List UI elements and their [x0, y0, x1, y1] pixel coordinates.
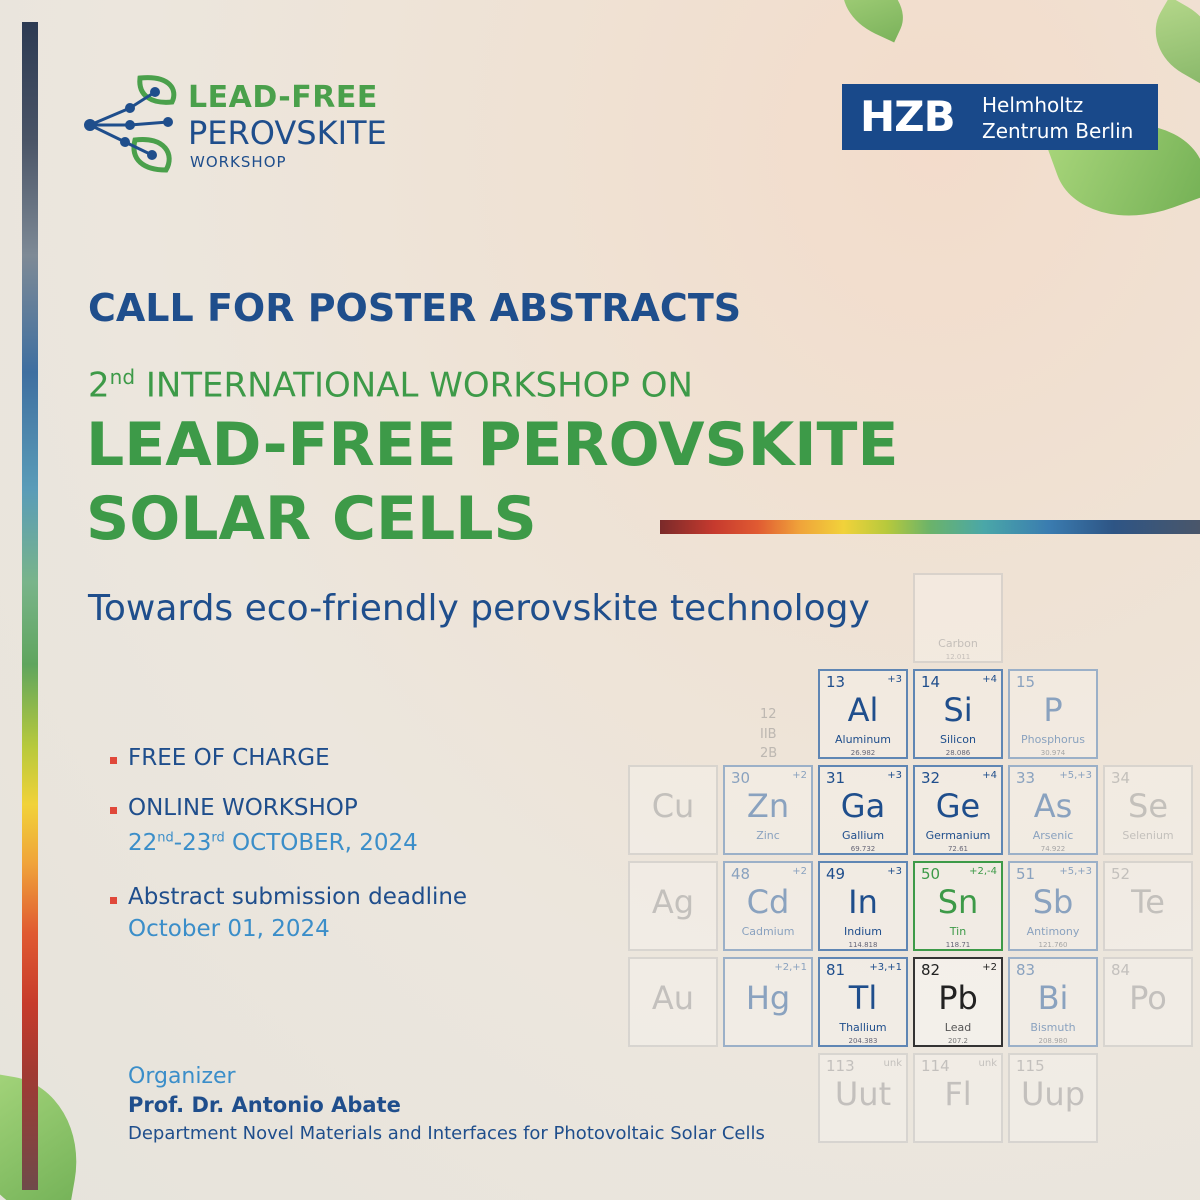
element-cell-ag: [628, 861, 718, 951]
element-cell-te: [1103, 861, 1193, 951]
element-cell-p: [1008, 669, 1098, 759]
element-cell-al: [818, 669, 908, 759]
element-num: 51: [1016, 865, 1036, 883]
element-name: Carbon: [938, 637, 978, 650]
element-ox: +2,+1: [774, 962, 807, 973]
element-num: 32: [921, 769, 941, 787]
element-cell-hg: [723, 957, 813, 1047]
ordinal-number: 2: [88, 365, 110, 406]
element-name: Lead: [944, 1021, 972, 1034]
hzb-name-line-1: Helmholtz: [982, 93, 1084, 117]
element-name: Selenium: [1122, 829, 1174, 842]
molecule-leaf-logo-icon: [80, 70, 190, 180]
element-sym: Cd: [746, 883, 790, 921]
element-mass: 72.61: [947, 845, 969, 853]
element-mass: 26.982: [850, 749, 876, 757]
element-num: 82: [921, 961, 941, 979]
element-cell-in: [818, 861, 908, 951]
element-cell-uut: [818, 1053, 908, 1143]
element-sym: In: [848, 883, 878, 921]
element-ox: +3: [887, 866, 902, 877]
element-num: 113: [826, 1057, 855, 1075]
element-mass: 118.71: [945, 941, 971, 949]
date-day-2: -23: [173, 830, 212, 856]
workshop-ordinal-line: [88, 365, 693, 405]
element-name: Gallium: [841, 829, 885, 842]
element-cell-se: [1103, 765, 1193, 855]
element-ox: +5,+3: [1059, 770, 1092, 781]
element-sym: Ga: [840, 787, 886, 825]
element-mass: 114.818: [848, 941, 878, 949]
element-cell-si: [913, 669, 1003, 759]
element-ox: +2,-4: [969, 866, 997, 877]
group-label: IIB: [760, 727, 777, 742]
element-sym: Cu: [651, 787, 695, 825]
element-mass: 12.011: [945, 653, 971, 661]
element-sym: P: [1043, 691, 1063, 729]
element-cell-ge: [913, 765, 1003, 855]
element-cell-au: [628, 957, 718, 1047]
group-label: 12: [760, 707, 777, 722]
element-mass: 207.2: [947, 1037, 969, 1045]
element-num: 13: [826, 673, 846, 691]
element-sym: Te: [1131, 883, 1165, 921]
date-month-year: OCTOBER, 2024: [224, 830, 418, 856]
logo-line-3: WORKSHOP: [190, 153, 287, 171]
element-num: 15: [1016, 673, 1036, 691]
leaf-decoration-right: [1140, 0, 1200, 83]
element-cell-tl: [818, 957, 908, 1047]
element-num: 31: [826, 769, 846, 787]
element-num: 52: [1111, 865, 1131, 883]
bullet-marker: [110, 807, 117, 814]
element-sym: Tl: [848, 979, 878, 1017]
element-mass: 208.980: [1038, 1037, 1068, 1045]
organizer-department: Department Novel Materials and Interfaces for Photovoltaic Solar Cells: [128, 1123, 765, 1144]
element-cell-carbon: [913, 573, 1003, 663]
element-name: Silicon: [940, 733, 976, 746]
element-name: Tin: [949, 925, 967, 938]
element-name: Thallium: [839, 1021, 887, 1034]
element-cell-sn: [913, 861, 1003, 951]
call-for-abstracts-heading: CALL FOR POSTER ABSTRACTS: [88, 286, 742, 330]
element-sym: Bi: [1037, 979, 1069, 1017]
bullet-marker: [110, 757, 117, 764]
element-cell-pb: [913, 957, 1003, 1047]
element-cell-bi: [1008, 957, 1098, 1047]
element-sym: Se: [1128, 787, 1168, 825]
element-name: Antimony: [1026, 925, 1080, 938]
element-sym: Si: [943, 691, 973, 729]
ordinal-suffix: nd: [109, 365, 136, 389]
element-mass: 74.922: [1040, 845, 1066, 853]
element-mass: 28.086: [945, 749, 971, 757]
element-sym: Hg: [745, 979, 791, 1017]
element-num: 114: [921, 1057, 950, 1075]
element-sym: Au: [651, 979, 695, 1017]
element-cell-sb: [1008, 861, 1098, 951]
hzb-name-line-2: Zentrum Berlin: [982, 119, 1134, 143]
element-cell-ga: [818, 765, 908, 855]
element-name: Phosphorus: [1021, 733, 1085, 746]
element-ox: +5,+3: [1059, 866, 1092, 877]
element-sym: Zn: [746, 787, 790, 825]
element-ox: +2: [792, 866, 807, 877]
element-mass: 204.383: [848, 1037, 878, 1045]
organizer-label: Organizer: [128, 1064, 236, 1089]
workshop-dates: [128, 830, 418, 856]
logo-line-1: LEAD-FREE: [188, 80, 378, 115]
element-sym: Uut: [834, 1075, 892, 1113]
element-cell-uup: [1008, 1053, 1098, 1143]
element-num: 115: [1016, 1057, 1045, 1075]
element-sym: Fl: [944, 1075, 972, 1113]
logo-line-2: PEROVSKITE: [188, 114, 387, 152]
element-ox: +4: [982, 674, 997, 685]
element-ox: +2: [982, 962, 997, 973]
element-name: Germanium: [925, 829, 991, 842]
element-num: 49: [826, 865, 846, 883]
element-sym: Al: [847, 691, 879, 729]
submission-deadline-date: October 01, 2024: [128, 916, 330, 942]
main-title-line-1: LEAD-FREE PEROVSKITE: [86, 410, 899, 480]
element-cell-po: [1103, 957, 1193, 1047]
element-sym: Pb: [938, 979, 978, 1017]
element-sym: Ag: [651, 883, 695, 921]
element-name: Zinc: [756, 829, 780, 842]
bullet-online-workshop: ONLINE WORKSHOP: [128, 795, 358, 821]
element-sym: Uup: [1020, 1075, 1085, 1113]
element-name: Cadmium: [741, 925, 795, 938]
date-day-1: 22: [128, 830, 158, 856]
element-name: Arsenic: [1032, 829, 1074, 842]
element-ox: +3: [887, 770, 902, 781]
element-num: 14: [921, 673, 941, 691]
element-sym: Ge: [935, 787, 981, 825]
element-name: Bismuth: [1030, 1021, 1076, 1034]
element-sym: Po: [1129, 979, 1167, 1017]
hzb-logo: [842, 84, 1158, 150]
element-ox: +3,+1: [869, 962, 902, 973]
element-num: 50: [921, 865, 941, 883]
vertical-spectrum-bar: [22, 22, 38, 1190]
element-cell-cd: [723, 861, 813, 951]
element-ox: +2: [792, 770, 807, 781]
subtitle: Towards eco-friendly perovskite technology: [88, 588, 870, 629]
intl-workshop-text: INTERNATIONAL WORKSHOP ON: [135, 365, 693, 406]
element-sym: Sb: [1032, 883, 1074, 921]
element-num: 34: [1111, 769, 1131, 787]
main-title-line-2: SOLAR CELLS: [86, 484, 537, 554]
element-num: 33: [1016, 769, 1036, 787]
element-mass: 121.760: [1038, 941, 1068, 949]
element-mass: 30.974: [1040, 749, 1066, 757]
element-sym: Sn: [937, 883, 979, 921]
element-cell-as: [1008, 765, 1098, 855]
element-name: Indium: [844, 925, 882, 938]
element-cell-cu: [628, 765, 718, 855]
leaf-decoration-top: [831, 0, 916, 42]
element-num: 81: [826, 961, 846, 979]
element-cell-zn: [723, 765, 813, 855]
leaf-decoration-bottom-left: [0, 1071, 90, 1200]
group-label: 2B: [760, 746, 778, 761]
hzb-mark: HZB: [860, 92, 955, 141]
element-ox: +4: [982, 770, 997, 781]
element-mass: 69.732: [850, 845, 876, 853]
bullet-submission-deadline: Abstract submission deadline: [128, 884, 468, 910]
element-num: 84: [1111, 961, 1131, 979]
element-num: 30: [731, 769, 751, 787]
element-name: Aluminum: [835, 733, 891, 746]
element-ox: +3: [887, 674, 902, 685]
element-ox: unk: [883, 1058, 902, 1069]
element-cell-fl: [913, 1053, 1003, 1143]
organizer-name: Prof. Dr. Antonio Abate: [128, 1093, 401, 1117]
element-ox: unk: [978, 1058, 997, 1069]
element-sym: As: [1033, 787, 1073, 825]
horizontal-spectrum-bar: [660, 520, 1200, 534]
element-num: 83: [1016, 961, 1036, 979]
date-suffix-2: rd: [211, 830, 225, 846]
bullet-free-of-charge: FREE OF CHARGE: [128, 745, 330, 771]
date-suffix-1: nd: [157, 830, 174, 846]
element-num: 48: [731, 865, 751, 883]
bullet-marker: [110, 897, 117, 904]
